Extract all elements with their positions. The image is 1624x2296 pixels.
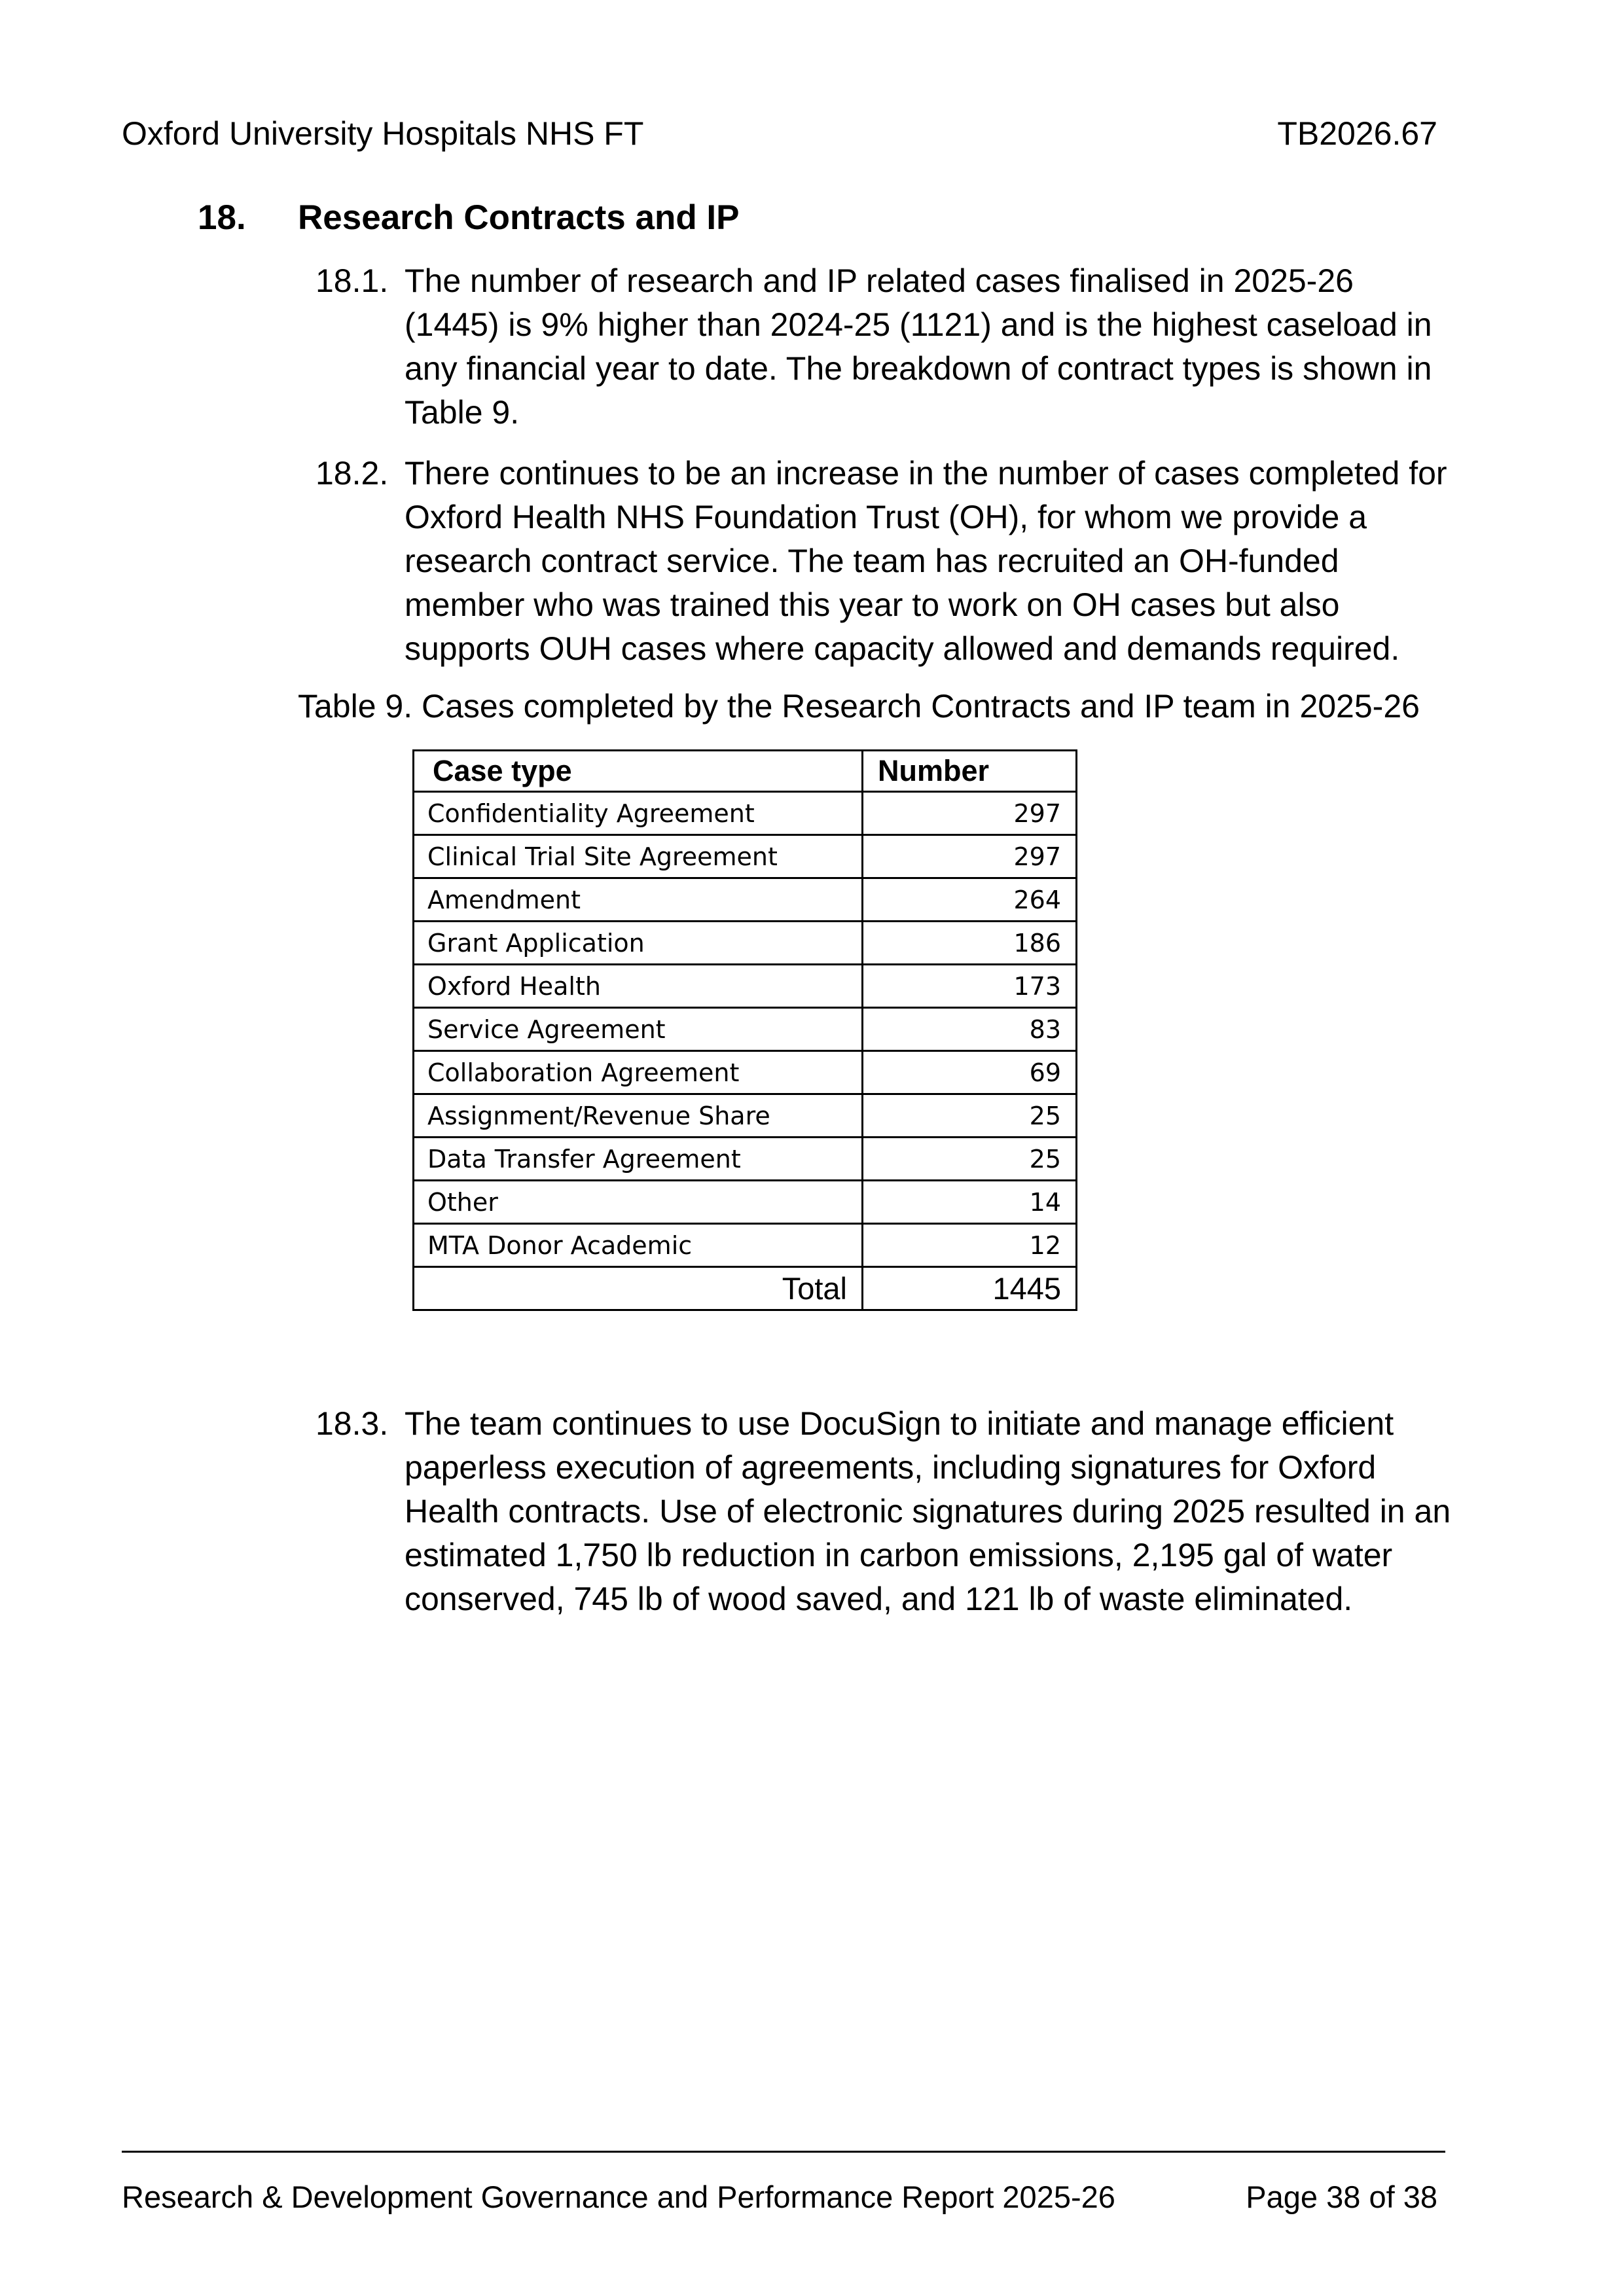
table-header-row — [414, 751, 1077, 792]
number-cell: 297 — [863, 792, 1077, 835]
table-row — [414, 1094, 1077, 1138]
case-type-cell: Data Transfer Agreement — [414, 1138, 863, 1181]
table-row — [414, 1008, 1077, 1051]
case-type-cell: Clinical Trial Site Agreement — [414, 835, 863, 878]
case-type-cell: Assignment/Revenue Share — [414, 1094, 863, 1138]
table-row — [414, 878, 1077, 922]
table-row — [414, 835, 1077, 878]
case-type-cell: Amendment — [414, 878, 863, 922]
table-row — [414, 1138, 1077, 1181]
column-header-case-type: Case type — [414, 751, 863, 792]
section-title: Research Contracts and IP — [298, 198, 740, 237]
number-cell: 69 — [863, 1051, 1077, 1094]
paragraph-18-1 — [316, 259, 1454, 435]
number-cell: 83 — [863, 1008, 1077, 1051]
number-cell: 25 — [863, 1094, 1077, 1138]
number-cell: 173 — [863, 965, 1077, 1008]
footer-page-number: Page 38 of 38 — [1246, 2179, 1437, 2214]
number-cell: 264 — [863, 878, 1077, 922]
table-caption: Table 9. Cases completed by the Research Contracts and IP team in 2025-26 — [298, 688, 1420, 725]
total-label: Total — [414, 1267, 863, 1310]
table-row — [414, 1224, 1077, 1267]
paragraph-text: The team continues to use DocuSign to initiate and manage efficient paperless execution of agreements, including signatures for Oxford Health contracts. Use of electronic signatures during 2025 resulted in an estimated 1,750 lb reduction in carbon emissions, 2,195 gal of water conserved, 745 lb of wood saved, and 121 lb of waste eliminated. — [405, 1405, 1451, 1617]
header-organisation: Oxford University Hospitals NHS FT — [122, 115, 644, 152]
paragraph-number: 18.3. — [316, 1405, 389, 1442]
table-row — [414, 1051, 1077, 1094]
number-cell: 12 — [863, 1224, 1077, 1267]
table-total-row — [414, 1267, 1077, 1310]
cases-table — [412, 749, 1077, 1311]
number-cell: 297 — [863, 835, 1077, 878]
total-value: 1445 — [863, 1267, 1077, 1310]
table-row — [414, 1181, 1077, 1224]
case-type-cell: Collaboration Agreement — [414, 1051, 863, 1094]
case-type-cell: Service Agreement — [414, 1008, 863, 1051]
number-cell: 14 — [863, 1181, 1077, 1224]
footer-report-title: Research & Development Governance and Performance Report 2025-26 — [122, 2179, 1115, 2214]
table-row — [414, 792, 1077, 835]
case-type-cell: Confidentiality Agreement — [414, 792, 863, 835]
header-reference: TB2026.67 — [1277, 115, 1437, 152]
case-type-cell: Other — [414, 1181, 863, 1224]
paragraph-text: There continues to be an increase in the number of cases completed for Oxford Health NHS Foundation Trust (OH), for whom we provide a research contract service. The team has recruited an OH-funded member who was trained this year to work on OH cases but also supports OUH cases where capacity allowed and demands required. — [405, 455, 1447, 667]
case-type-cell: Oxford Health — [414, 965, 863, 1008]
paragraph-18-2 — [316, 452, 1454, 671]
paragraph-text: The number of research and IP related cases finalised in 2025-26 (1445) is 9% higher than 2024-25 (1121) and is the highest caseload in any financial year to date. The breakdown of contract types is shown in Table 9. — [405, 262, 1432, 431]
paragraph-number: 18.1. — [316, 262, 389, 299]
column-header-number: Number — [863, 751, 1077, 792]
table-row — [414, 922, 1077, 965]
number-cell: 186 — [863, 922, 1077, 965]
paragraph-18-3 — [316, 1402, 1454, 1621]
section-number: 18. — [198, 198, 246, 237]
paragraph-number: 18.2. — [316, 455, 389, 492]
case-type-cell: MTA Donor Academic — [414, 1224, 863, 1267]
footer-divider — [122, 2151, 1445, 2153]
case-type-cell: Grant Application — [414, 922, 863, 965]
number-cell: 25 — [863, 1138, 1077, 1181]
table-row — [414, 965, 1077, 1008]
